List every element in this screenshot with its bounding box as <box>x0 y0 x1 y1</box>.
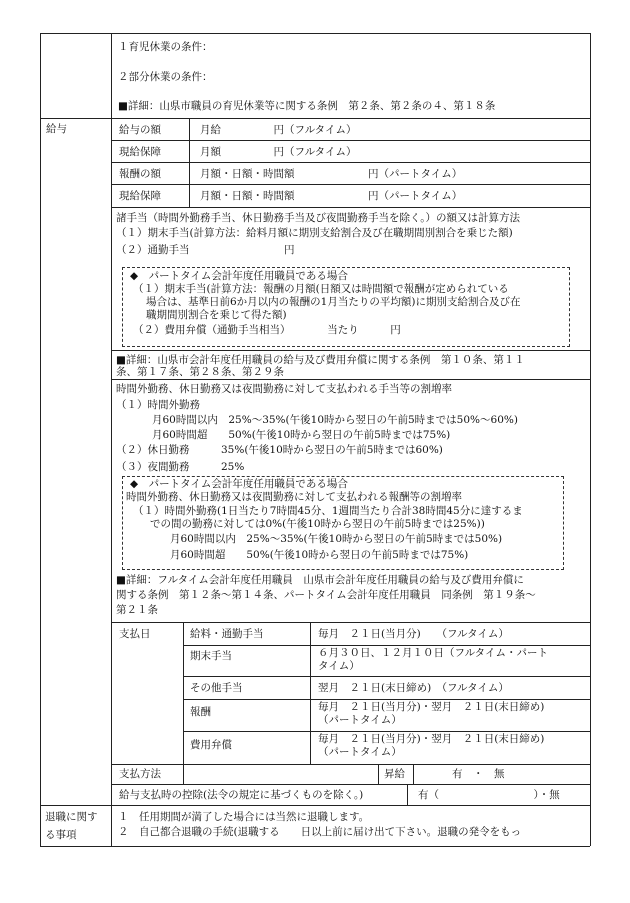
detail1-line: ■詳細：山県市会計年度任用職員の給与及び費用弁償に関する条例 第１０条、第１１ <box>116 354 525 366</box>
pay-row-value: 月額・日額・時間額 円（パートタイム） <box>200 168 463 180</box>
payday-item-value: （パートタイム） <box>318 714 402 726</box>
top-detail: ■詳細：山県市職員の育児休業等に関する条例 第２条、第２条の４、第１８条 <box>118 100 496 112</box>
pay-line-3 <box>111 184 590 185</box>
raise-label: 昇給 <box>384 768 405 780</box>
method-col-b <box>378 764 379 784</box>
pay-row-value: 月額 円（フルタイム） <box>200 146 357 158</box>
detail2-line: 関する条例 第１２条～第１４条、パートタイム会計年度任用職員 同条例 第１９条～ <box>116 589 536 601</box>
payday-line-3 <box>183 699 590 700</box>
part-box2-line: 月60時間以内 25%～35%(午後10時から翌日の午前5時までは50%) <box>170 533 503 545</box>
overtime-item: 月60時間超 50%(午後10時から翌日の午前5時までは75%) <box>152 429 451 441</box>
part-box2-line: 月60時間超 50%(午後10時から翌日の午前5時までは75%) <box>170 549 469 561</box>
row-divider-retire <box>40 805 590 806</box>
part-box2-line: （１）時間外勤務(1日当たり7時間45分、1週間当たり合計38時間45分に達するま <box>133 505 523 517</box>
part-box1-line: 場合は、基準日前6か月以内の報酬の1月当たりの平均額)に期別支給割合及び在 <box>146 296 521 308</box>
method-label: 支払方法 <box>119 768 161 780</box>
pay-row-value: 月額・日額・時間額 円（パートタイム） <box>200 190 463 202</box>
retire-line: １ 任用期間が満了した場合には当然に退職します。 <box>118 811 370 823</box>
detail2-line: 第２１条 <box>116 604 158 616</box>
pay-line-6 <box>111 379 590 380</box>
payday-label: 支払日 <box>119 628 151 640</box>
part-box1-line: （１）期末手当(計算方法：報酬の月額(日額又は時間額で報酬が定められている <box>133 283 509 295</box>
payday-line-2 <box>183 676 590 677</box>
overtime-header: 時間外勤務、休日勤務又は夜間勤務に対して支払われる手当等の割増率 <box>116 383 452 395</box>
allowance-item: （１）期末手当(計算方法：給料月額に期別支給割合及び在職期間別割合を乗じた額) <box>116 227 513 239</box>
raise-value: 有 ・ 無 <box>452 768 505 780</box>
part-box1-line: （２）費用弁償（通勤手当相当） 当たり 円 <box>133 324 401 336</box>
part-box2-title: ◆ パートタイム会計年度任用職員である場合 <box>130 478 348 490</box>
label-col-divider <box>111 33 112 846</box>
payday-item-value: 毎月 ２１日(当月分) （フルタイム） <box>318 628 509 640</box>
deduction-label: 給与支払時の控除(法令の規定に基づくものを除く。) <box>119 789 364 801</box>
frame-right <box>590 33 591 846</box>
pay-line-5 <box>111 350 590 351</box>
payday-item-value: タイム） <box>318 660 360 672</box>
payday-item-label: 費用弁償 <box>190 739 232 751</box>
payday-item-value: 毎月 ２１日(当月分)・翌月 ２１日(末日締め) <box>318 701 545 713</box>
method-col-c <box>413 764 414 784</box>
pay-line-4 <box>111 207 590 208</box>
overtime-item: （２）休日勤務 35%(午後10時から翌日の午前5時までは60%) <box>116 444 443 456</box>
part-box1-title: ◆ パートタイム会計年度任用職員である場合 <box>130 270 348 282</box>
pay-col-divider <box>189 118 190 207</box>
payday-line-4 <box>183 731 590 732</box>
part-box1-line: 職期間別割合を乗じて得た額) <box>146 309 287 321</box>
payday-item-label: 報酬 <box>190 706 211 718</box>
deduction-col <box>407 784 408 805</box>
frame-top <box>40 33 590 34</box>
method-col-a <box>183 764 184 784</box>
pay-line-2 <box>111 162 590 163</box>
payday-line-1 <box>183 645 590 646</box>
childcare-condition: １育児休業の条件： <box>118 41 213 53</box>
frame-left <box>40 33 41 846</box>
payday-col-a <box>183 622 184 764</box>
detail1-line: 条、第１７条、第２８条、第２９条 <box>116 366 284 378</box>
allowances-header: 諸手当（時間外勤務手当、休日勤務手当及び夜間勤務手当を除く。）の額又は計算方法 <box>116 212 521 224</box>
retire-label: る事項 <box>45 829 77 841</box>
method-line <box>111 784 590 785</box>
deduction-value: 有（ ）・無 <box>418 789 560 801</box>
overtime-item: 月60時間以内 25%～35%(午後10時から翌日の午前5時までは50%～60%) <box>152 414 518 426</box>
part-box2-line: での間の勤務に対しては0%(午後10時から翌日の午前5時までは25%)) <box>150 518 485 530</box>
detail2-line: ■詳細：フルタイム会計年度任用職員 山県市会計年度任用職員の給与及び費用弁償に <box>116 574 524 586</box>
part-box2-line: 時間外勤務、休日勤務又は夜間勤務に対して支払われる報酬等の割増率 <box>126 491 462 503</box>
pay-row-label: 報酬の額 <box>119 168 161 180</box>
payday-col-b <box>310 622 311 764</box>
pay-line-1 <box>111 140 590 141</box>
retire-line: ２ 自己都合退職の手続(退職する 日以上前に届け出て下さい。退職の発令をもっ <box>118 826 522 838</box>
row-divider-pay <box>40 118 590 119</box>
overtime-item: （３）夜間勤務 25% <box>116 461 245 473</box>
pay-row-label: 現給保障 <box>119 146 161 158</box>
overtime-item: （１）時間外勤務 <box>116 399 200 411</box>
payday-item-value: 毎月 ２１日(当月分)・翌月 ２１日(末日締め) <box>318 733 545 745</box>
pay-row-label: 現給保障 <box>119 190 161 202</box>
payday-item-value: （パートタイム） <box>318 746 402 758</box>
payday-item-label: その他手当 <box>190 682 243 694</box>
frame-bottom <box>40 846 590 847</box>
pay-label: 給与 <box>46 123 67 135</box>
retire-label: 退職に関す <box>45 811 98 823</box>
allowance-item: （２）通勤手当 円 <box>116 244 295 256</box>
payday-item-value: ６月３０日、１２月１０日（フルタイム・パート <box>318 647 548 659</box>
payday-item-label: 給料・通勤手当 <box>190 628 264 640</box>
pay-row-label: 給与の額 <box>119 124 161 136</box>
pay-row-value: 月給 円（フルタイム） <box>200 124 357 136</box>
payday-item-label: 期末手当 <box>190 650 232 662</box>
partial-leave-condition: ２部分休業の条件： <box>118 71 213 83</box>
payday-item-value: 翌月 ２１日(末日締め) （フルタイム） <box>318 682 509 694</box>
